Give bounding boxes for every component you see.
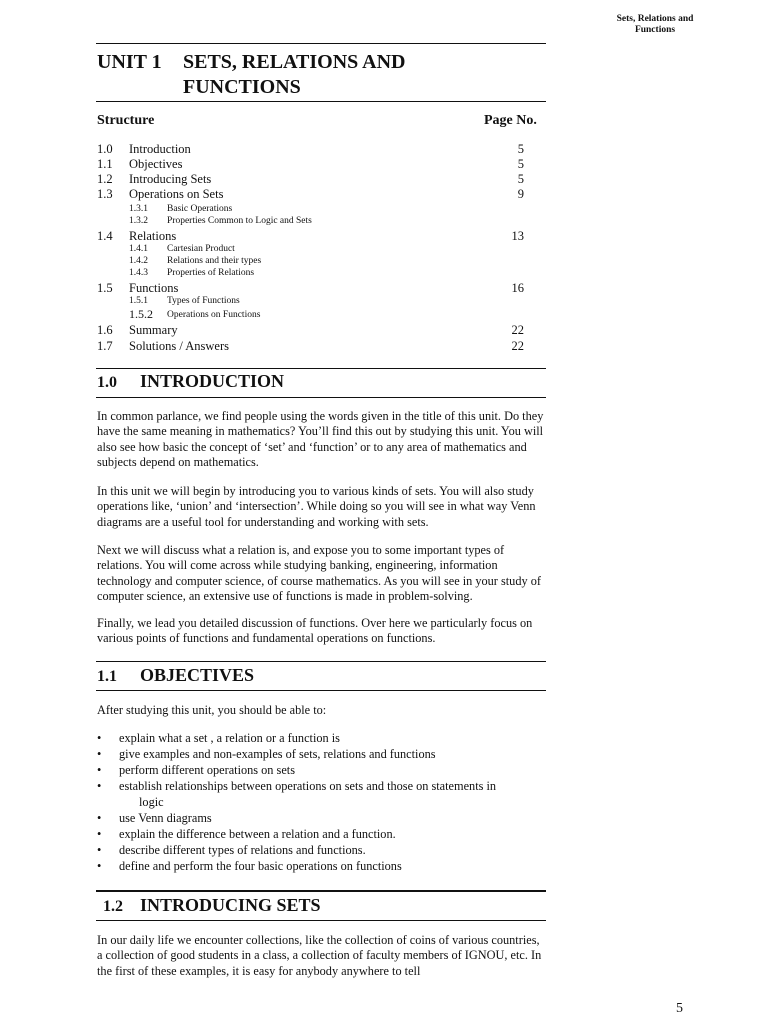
toc-entry-page: 22 [511, 323, 524, 337]
running-head: Sets, Relations and Functions [616, 14, 694, 34]
toc-entry-label: Solutions / Answers [129, 339, 230, 353]
toc-entry [97, 228, 524, 244]
section-heading-objectives [97, 665, 254, 686]
list-item-text: use Venn diagrams [119, 811, 212, 825]
toc-subentry-label: Basic Operations [167, 204, 233, 214]
objectives-list [97, 730, 547, 874]
list-item-text: give examples and non-examples of sets, relations and functions [119, 747, 436, 761]
section-rule [96, 397, 546, 398]
section-title: OBJECTIVES [140, 665, 255, 685]
bullet-icon: • [97, 859, 102, 873]
toc-entry [97, 156, 524, 172]
bullet-icon: • [97, 811, 102, 825]
list-item [97, 778, 547, 810]
list-item-continuation: logic [139, 795, 164, 809]
list-item [97, 826, 547, 842]
toc-entry [97, 186, 524, 202]
bullet-icon: • [97, 779, 102, 793]
toc-subentry-number: 1.3.1 [129, 204, 148, 214]
paragraph: In this unit we will begin by introducing you to various kinds of sets. You will also study operations like, ‘union’ and ‘intersection’. While doing so you will see in what way Venn diagrams are a useful tool for understanding and working with sets. [97, 484, 536, 529]
toc-subentry-number: 1.5.1 [129, 296, 148, 306]
toc-entry-label: Introducing Sets [129, 172, 212, 186]
toc-entry-label: Objectives [129, 157, 183, 171]
list-item [97, 762, 547, 778]
list-item-text: establish relationships between operations on sets and those on statements in [119, 779, 497, 793]
list-item [97, 730, 547, 746]
list-item [97, 842, 547, 858]
section-title: INTRODUCTION [140, 371, 285, 391]
section-number: 1.0 [97, 374, 117, 391]
toc-entry [97, 338, 524, 354]
bullet-icon: • [97, 731, 102, 745]
toc-subentry-number: 1.4.2 [129, 256, 148, 266]
toc-subentry-number: 1.5.2 [129, 307, 153, 321]
toc-entry-page: 5 [517, 157, 524, 171]
list-item [97, 746, 547, 762]
unit-title-line-2: FUNCTIONS [183, 76, 301, 98]
toc-entry-page: 16 [511, 281, 524, 295]
list-item-text: perform different operations on sets [119, 763, 295, 777]
toc-entry-number: 1.7 [97, 339, 113, 353]
bullet-icon: • [97, 747, 102, 761]
toc-subentry-label: Properties Common to Logic and Sets [167, 216, 312, 226]
toc-entry-number: 1.2 [97, 172, 113, 186]
toc-subentry-label: Properties of Relations [167, 268, 255, 278]
section-title: INTRODUCING SETS [140, 895, 321, 915]
toc-entry [97, 322, 524, 338]
list-item-text: explain what a set , a relation or a function is [119, 731, 340, 745]
toc-entry-page: 22 [511, 339, 524, 353]
section-number: 1.2 [103, 898, 123, 915]
toc-entry-number: 1.6 [97, 323, 113, 337]
structure-heading: Structure [97, 113, 155, 128]
toc-entry-label: Operations on Sets [129, 187, 224, 201]
unit-label: UNIT 1 [97, 51, 162, 73]
paragraph: Next we will discuss what a relation is, and expose you to some important types of relations. You will come across while studying banking, engineering, information technology and computer science, of course mathematics. As you will see in your study of computer science, an extensive use of functions is made in problem-solving. [97, 543, 541, 603]
toc-entry-number: 1.4 [97, 229, 113, 243]
section-heading-introduction [97, 371, 284, 392]
title-rule-top [96, 43, 546, 44]
toc-entry-page: 5 [517, 172, 524, 186]
section-rule [96, 920, 546, 921]
paragraph: Finally, we lead you detailed discussion of functions. Over here we particularly focus on various points of functions and fundamental operations on functions. [97, 616, 533, 646]
bullet-icon: • [97, 827, 102, 841]
toc-entry-number: 1.5 [97, 281, 113, 295]
toc-subentry-label: Cartesian Product [167, 244, 235, 254]
toc-entry-page: 13 [511, 229, 524, 243]
toc-subentry-label: Operations on Functions [167, 310, 261, 320]
section-heading-introducing-sets [103, 895, 321, 916]
list-item [97, 810, 547, 826]
toc-entry-number: 1.0 [97, 142, 113, 156]
toc-entry-page: 9 [517, 187, 524, 201]
toc-subentry-number: 1.4.1 [129, 244, 148, 254]
toc-subentry-label: Types of Functions [167, 296, 240, 306]
unit-title-line-1: SETS, RELATIONS AND [183, 51, 406, 73]
bullet-icon: • [97, 763, 102, 777]
toc-entry-page: 5 [517, 142, 524, 156]
toc-entry-number: 1.1 [97, 157, 113, 171]
paragraph: In our daily life we encounter collections, like the collection of coins of various countries, a collection of good students in a class, a collection of faculty members of IGNOU, etc. In the first of these examples, it is easy for anybody anywhere to tell [97, 933, 542, 978]
toc-entry-label: Introduction [129, 142, 191, 156]
toc-entry [97, 280, 524, 296]
list-item-text: explain the difference between a relation and a function. [119, 827, 396, 841]
section-rule [96, 368, 546, 369]
bullet-icon: • [97, 843, 102, 857]
toc-entry-label: Functions [129, 281, 179, 295]
section-number: 1.1 [97, 668, 117, 685]
objectives-intro: After studying this unit, you should be able to: [97, 703, 327, 717]
toc-entry [97, 141, 524, 157]
toc-entry-number: 1.3 [97, 187, 113, 201]
section-rule [96, 690, 546, 691]
list-item-text: define and perform the four basic operations on functions [119, 859, 402, 873]
page-no-heading: Page No. [484, 113, 537, 128]
title-rule-bottom [96, 101, 546, 102]
toc-entry [97, 171, 524, 187]
toc-entry-label: Relations [129, 229, 177, 243]
toc-entry-label: Summary [129, 323, 178, 337]
toc-subentry-number: 1.3.2 [129, 216, 148, 226]
page-number: 5 [676, 1001, 683, 1016]
paragraph: In common parlance, we find people using the words given in the title of this unit. Do they have the same meaning in mathematics? You’ll find this out by studying this unit. You will also see how basic the concept of ‘set’ and ‘function’ or to any area of mathematics and subjects depend on mathematics. [97, 409, 544, 469]
toc-subentry-number: 1.4.3 [129, 268, 148, 278]
section-rule [96, 661, 546, 662]
toc-subentry-label: Relations and their types [167, 256, 262, 266]
list-item-text: describe different types of relations and functions. [119, 843, 366, 857]
list-item [97, 858, 547, 874]
section-rule [96, 890, 546, 892]
